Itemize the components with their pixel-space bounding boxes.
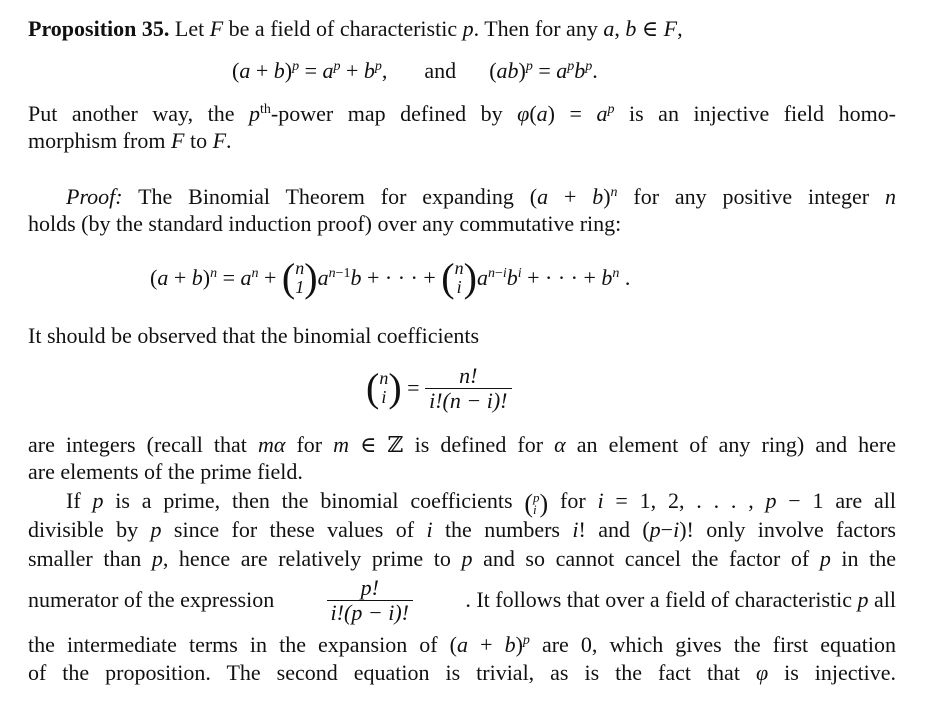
proof-line-4: are integers (recall that mα for m ∈ ℤ is defined for α an element of any ring) and here (28, 432, 897, 457)
binomial-n-choose-i: (n i) (366, 365, 402, 410)
proof-line-3: It should be observed that the binomial coefficients (28, 323, 480, 348)
proof-line-8: smaller than p, hence are relatively prime to p and so cannot cancel the factor of p in the (28, 546, 896, 571)
binomial-p-choose-i: (p i ) (524, 488, 549, 518)
coefficient-formula: (n i) = $\frac{n!}{i!(n - i)!}$ (366, 355, 512, 421)
line9-start: numerator of the expression (28, 587, 275, 612)
proof-line-9 (28, 575, 896, 625)
proof-line-1: Proof: The Binomial Theorem for expanding $(a + b)^n$ for any positive integer n (66, 184, 896, 209)
proof-label: Proof: (66, 184, 123, 209)
proof-line-11: of the proposition. The second equation is trivial, as is the fact that φ is injective. (28, 660, 896, 685)
binomial-expansion: $(a + b)^n = a^n$ + (n 1) $a^{n-1}b$ + · · · + (n i) $a^{n-i}b^i$ + · · · + $b^n$ . (150, 255, 631, 300)
factorial-fraction: $\frac{n!}{i!(n - i)!}$ (425, 364, 511, 413)
p-factorial-fraction: $\frac{p!}{i!(p - i)!}$ (327, 576, 413, 625)
equation-sum-power: $(a + b)^p = a^p + b^p$, (232, 58, 388, 83)
equation-product-power: $(ab)^p = a^pb^p$. (489, 58, 598, 83)
binomial-coefficient-n-i: (n i) (441, 255, 477, 300)
proposition-statement: Let F be a field of characteristic p. Then for any a, b ∈ F, (174, 16, 683, 41)
equation-and: and (424, 58, 457, 83)
proof-line-2: holds (by the standard induction proof) over any commutative ring: (28, 211, 622, 236)
proposition-line-1 (28, 16, 683, 42)
binomial-coefficient-n-1: (n 1) (281, 255, 318, 300)
proposition-equations (232, 58, 598, 84)
line9-end: . It follows that over a field of characteristic p all (465, 587, 896, 612)
proposition-label: Proposition 35. (28, 16, 170, 41)
proof-line-7: divisible by p since for these values of i the numbers i! and (p−i)! only involve factors (28, 517, 896, 542)
proposition-line-3: Put another way, the $p^{th}$-power map defined by $\varphi(a) = a^p$ is an injective field homo- (28, 101, 897, 126)
proof-line-6: If p is a prime, then the binomial coefficients (p i ) for i = 1, 2, . . . , p − 1 are all (66, 488, 896, 518)
proposition-line-4: morphism from F to F. (28, 128, 232, 153)
proof-line-10: the intermediate terms in the expansion of $(a + b)^p$ are 0, which gives the first equation (28, 632, 896, 657)
proof-line-5: are elements of the prime field. (28, 459, 303, 484)
